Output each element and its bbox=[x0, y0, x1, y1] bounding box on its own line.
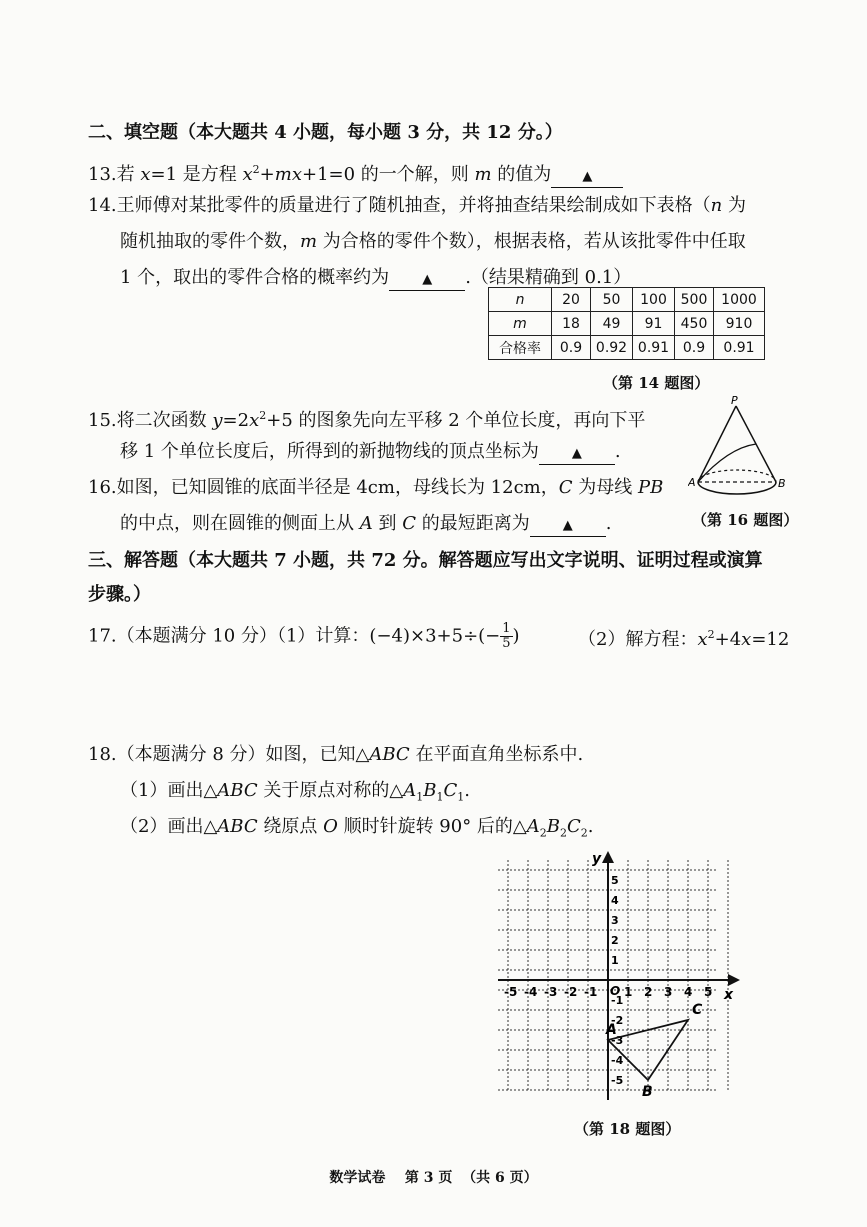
x-tick-label: 3 bbox=[664, 985, 673, 999]
question-16-line-1: 16.如图，已知圆锥的底面半径是 4cm，母线长为 12cm，C 为母线 PB bbox=[88, 477, 664, 498]
vertex-label-B: B bbox=[642, 1084, 653, 1100]
section-3-header-line-1: 三、解答题（本大题共 7 小题，共 72 分。解答题应写出文字说明、证明过程或演算 bbox=[88, 550, 763, 571]
table-header-n: n bbox=[489, 288, 552, 312]
table-cell: 910 bbox=[714, 312, 765, 336]
x-tick-label: 1 bbox=[624, 985, 633, 999]
x-tick-label: 4 bbox=[684, 985, 693, 999]
q14-data-table bbox=[488, 287, 765, 360]
origin-label: O bbox=[610, 984, 621, 998]
table-header-rate: 合格率 bbox=[489, 336, 552, 360]
section-3-header-line-2: 步骤。） bbox=[88, 584, 151, 605]
question-18-part-2: （2）画出△ABC 绕原点 O 顺时针旋转 90° 后的$\triangle A_2B_2C_2$. bbox=[120, 816, 594, 840]
question-17-part-2: （2）解方程：$x^2+4x=12$ bbox=[578, 628, 790, 650]
table-cell: 49 bbox=[591, 312, 633, 336]
cone-figure bbox=[688, 390, 800, 500]
y-tick-label: -3 bbox=[611, 1034, 624, 1047]
table-cell: 0.91 bbox=[633, 336, 675, 360]
page-footer: 数学试卷 第 3 页 （共 6 页） bbox=[329, 1170, 538, 1186]
answer-blank-16: ▲ bbox=[530, 514, 606, 537]
figure-16-caption: （第 16 题图） bbox=[692, 511, 799, 529]
figure-18-caption: （第 18 题图） bbox=[574, 1120, 681, 1138]
table-cell: 18 bbox=[552, 312, 591, 336]
vertex-label-C: C bbox=[692, 1002, 703, 1018]
table-cell: 50 bbox=[591, 288, 633, 312]
x-tick-label: -1 bbox=[584, 985, 598, 999]
y-tick-label: 3 bbox=[611, 914, 619, 927]
vertex-label-A: A bbox=[606, 1022, 617, 1038]
y-axis-arrow bbox=[602, 851, 614, 863]
table-row-m bbox=[489, 312, 765, 336]
answer-blank-13: ▲ bbox=[551, 165, 623, 188]
question-18-part-1: （1）画出△ABC 关于原点对称的$\triangle A_1B_1C_1$. bbox=[120, 780, 470, 804]
table-cell: 20 bbox=[552, 288, 591, 312]
y-tick-label: 2 bbox=[611, 934, 619, 947]
table-row-n bbox=[489, 288, 765, 312]
y-tick-label: 5 bbox=[611, 874, 619, 887]
question-16-line-2: 的中点，则在圆锥的侧面上从 A 到 C 的最短距离为 ▲ . bbox=[120, 511, 611, 537]
table-cell: 0.91 bbox=[714, 336, 765, 360]
table-cell: 0.9 bbox=[552, 336, 591, 360]
question-15-line-2: 移 1 个单位长度后，所得到的新抛物线的顶点坐标为 ▲ . bbox=[120, 439, 621, 465]
section-2-header: 二、填空题（本大题共 4 小题，每小题 3 分，共 12 分。） bbox=[88, 122, 563, 143]
y-axis-label: y bbox=[592, 851, 602, 867]
table-row-rate bbox=[489, 336, 765, 360]
x-axis-arrow bbox=[728, 974, 740, 986]
x-tick-label: -5 bbox=[504, 985, 518, 999]
fraction-one-fifth: $\frac{1}{5}$ bbox=[502, 621, 511, 651]
x-tick-label: -4 bbox=[524, 985, 538, 999]
x-axis-label: x bbox=[724, 987, 734, 1003]
table-cell: 1000 bbox=[714, 288, 765, 312]
x-tick-label: 5 bbox=[704, 985, 713, 999]
y-tick-label: 1 bbox=[611, 954, 619, 967]
cone-label-B: B bbox=[778, 477, 786, 490]
table-cell: 0.9 bbox=[675, 336, 714, 360]
question-14-line-2: 随机抽取的零件个数，m 为合格的零件个数），根据表格，若从该批零件中任取 bbox=[120, 231, 746, 252]
question-14-line-3: 1 个，取出的零件合格的概率约为 ▲ .（结果精确到 0.1） bbox=[120, 265, 631, 291]
table-cell: 450 bbox=[675, 312, 714, 336]
question-18-intro: 18.（本题满分 8 分）如图，已知△ABC 在平面直角坐标系中. bbox=[88, 744, 584, 765]
y-tick-label: -5 bbox=[611, 1074, 624, 1087]
table-header-m: m bbox=[489, 312, 552, 336]
question-14-line-1: 14.王师傅对某批零件的质量进行了随机抽查，并将抽查结果绘制成如下表格（n 为 bbox=[88, 195, 746, 216]
question-15-line-1: 15.将二次函数 $y=2x^2+5$ 的图象先向左平移 2 个单位长度，再向下平 bbox=[88, 409, 646, 431]
answer-blank-15: ▲ bbox=[539, 442, 615, 465]
coordinate-grid bbox=[490, 845, 750, 1105]
table-cell: 100 bbox=[633, 288, 675, 312]
question-17-part-1: 17.（本题满分 10 分）（1）计算：(−4)×3+5÷(− $\frac{1}{5}$ ) bbox=[88, 621, 520, 651]
table-cell: 500 bbox=[675, 288, 714, 312]
y-tick-label: -1 bbox=[611, 994, 624, 1007]
table-cell: 0.92 bbox=[591, 336, 633, 360]
x-tick-label: 2 bbox=[644, 985, 653, 999]
x-tick-label: -2 bbox=[564, 985, 578, 999]
cone-base-front bbox=[698, 482, 776, 494]
cone-label-P: P bbox=[731, 394, 738, 407]
figure-14-caption: （第 14 题图） bbox=[603, 374, 710, 392]
answer-blank-14: ▲ bbox=[389, 268, 465, 291]
table-cell: 91 bbox=[633, 312, 675, 336]
y-tick-label: 4 bbox=[611, 894, 619, 907]
y-tick-label: -2 bbox=[611, 1014, 624, 1027]
x-tick-label: -3 bbox=[544, 985, 558, 999]
cone-base-back bbox=[698, 470, 776, 482]
cone-label-A: A bbox=[688, 476, 696, 489]
question-13: 13.若 x=1 是方程 $x^2+mx+1=0$ 的一个解，则 m 的值为 ▲ bbox=[88, 157, 623, 188]
y-tick-label: -4 bbox=[611, 1054, 624, 1067]
